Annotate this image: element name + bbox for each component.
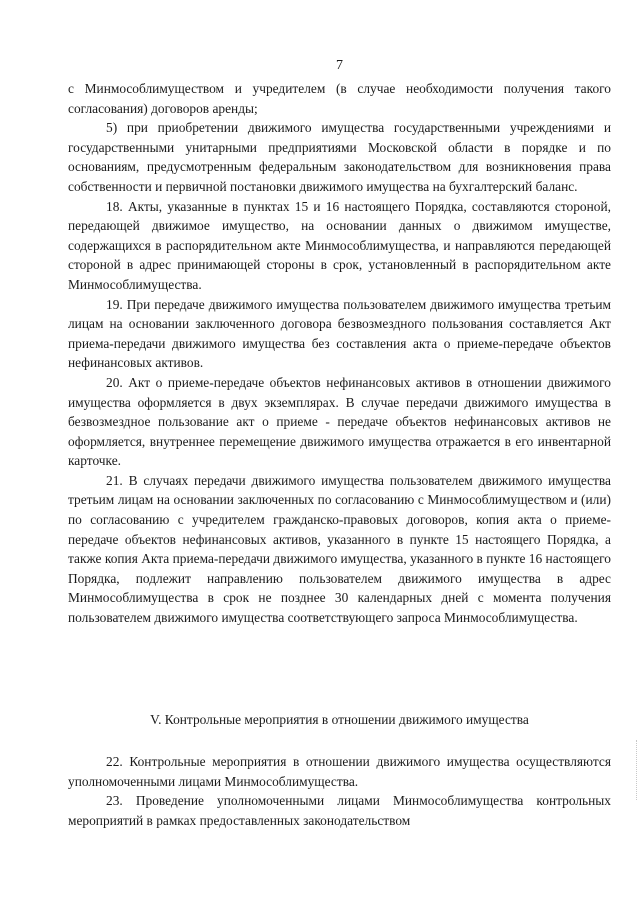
paragraph-19: 19. При передаче движимого имущества пользователем движимого имущества третьим лицам на основании заключенного договора безвозмездного пользования составляется Акт приема-передачи движимого имущества без составления акта о приеме-передаче объектов нефинансовых активов.: [68, 296, 611, 371]
section-body: [68, 752, 611, 830]
paragraph-22: 22. Контрольные мероприятия в отношении движимого имущества осуществляются уполномоченными лицами Минмособлимущества.: [68, 754, 611, 789]
page-number: 7: [336, 58, 343, 73]
paragraph-23: 23. Проведение уполномоченными лицами Минмособлимущества контрольных мероприятий в рамках предоставленных законодательством: [68, 793, 611, 828]
paragraph-continuation: с Минмособлимуществом и учредителем (в случае необходимости получения такого согласования) договоров аренды;: [68, 81, 611, 116]
scan-margin-mark: [636, 740, 638, 800]
paragraph-item-5: 5) при приобретении движимого имущества государственными учреждениями и государственными унитарными предприятиями Московской области в порядке и по основаниям, предусмотренным федеральным законодательством для возникновения права собственности и первичной постановки движимого имущества на бухгалтерский баланс.: [68, 120, 611, 194]
body-text: [68, 79, 611, 628]
paragraph-18: 18. Акты, указанные в пунктах 15 и 16 настоящего Порядка, составляются стороной, передающей движимое имущество, на основании данных о движимом имуществе, содержащихся в распорядительном акте Минмособлимущества, и направляются передающей стороной в адрес принимающей стороны в срок, установленный в распорядительном акте Минмособлимущества.: [68, 198, 611, 292]
section-heading: V. Контрольные мероприятия в отношении движимого имущества: [150, 712, 529, 727]
paragraph-20: 20. Акт о приеме-передаче объектов нефинансовых активов в отношении движимого имущества оформляется в двух экземплярах. В случае передачи движимого имущества в безвозмездное пользование акт о приеме - передаче объектов нефинансовых активов не оформляется, внутреннее перемещение движимого имущества отражается в его инвентарной карточке.: [68, 374, 611, 469]
paragraph-21: 21. В случаях передачи движимого имущества пользователем движимого имущества третьим лицам на основании заключенных по согласованию с Минмособлимуществом и (или) по согласованию с учредителем гражданско-правовых договоров, копия акта о приеме-передаче объектов нефинансовых активов, указанного в пункте 15 настоящего Порядка, а также копия Акта приема-передачи движимого имущества, указанного в пункте 16 настоящего Порядка, подлежит направлению пользователем движимого имущества в адрес Минмособлимущества в срок не позднее 30 календарных дней с момента получения пользователем движимого имущества соответствующего запроса Минмособлимущества.: [68, 472, 611, 626]
